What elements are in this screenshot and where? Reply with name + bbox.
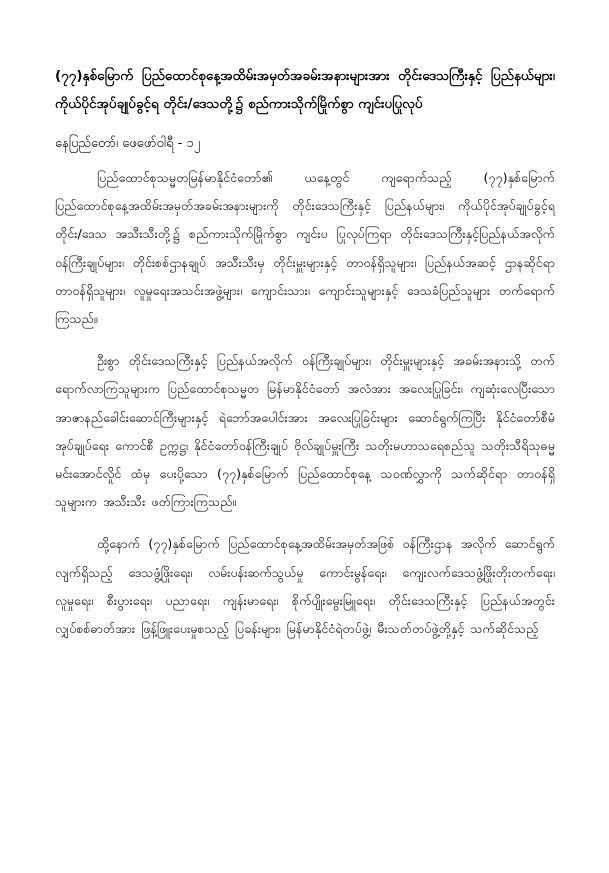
dateline: နေပြည်တော်၊ ဖေဖော်ဝါရီ - ၁၂ [55,136,201,151]
document-page [55,62,555,657]
paragraph-3: ထို့နောက် (၇၇)နှစ်မြောက် ပြည်ထောင်စုနေ့အထိမ်းအမှတ်အဖြစ် ဝန်ကြီးဌာန အလိုက် ဆောင်ရွက်လျက်ရှိသည့် ဒေသဖွံ့ဖြိုးရေး၊ လမ်းပန်းဆက်သွယ်မှု ကောင်းမွန်ရေး၊ ကျေးလက်ဒေသဖွံ့ဖြိုးတိုးတက်ရေး၊ လူမှုရေး၊ စီးပွားရေး၊ ပညာရေး၊ ကျန်းမာရေး၊ စိုက်ပျိုးမွေးမြူရေး၊ တိုင်းဒေသကြီးနှင့် ပြည်နယ်အတွင်း လျှပ်စစ်ဓာတ်အား ဖြန့်ဖြူးပေးမှုစသည့် ပြခန်းများ၊ မြန်မာနိုင်ငံရဲတပ်ဖွဲ့၊ မီးသတ်တပ်ဖွဲ့တို့နှင့် သက်ဆိုင်သည့် [55,536,555,637]
paragraph-2: ဦးစွာ တိုင်းဒေသကြီးနှင့် ပြည်နယ်အလိုက် ဝန်ကြီးချုပ်များ၊ တိုင်းမှူးများနှင့် အခမ်းအနားသို့ တက်ရောက်လာကြသူများက ပြည်ထောင်စုသမ္မတ မြန်မာနိုင်ငံတော် အလံအား အလေးပြုခြင်း၊ ကျဆုံးလေပြီးသော အာဇာနည်ခေါင်းဆောင်ကြီးများနှင့် ရဲဘော်အပေါင်းအား အလေးပြုခြင်းများ ဆောင်ရွက်ကြပြီး နိုင်ငံတော်စီမံအုပ်ချုပ်ရေး ကောင်စီ ဥက္ကဋ္ဌ၊ နိုင်ငံတော်ဝန်ကြီးချုပ် ဗိုလ်ချုပ်မှူးကြီး သတိုးမဟာသရေစည်သူ သတိုးသီရိသုဓမ္မ မင်းအောင်လှိုင် ထံမှ ပေးပို့သော (၇၇)နှစ်မြောက် ပြည်ထောင်စုနေ့ သဝဏ်လွှာကို သက်ဆိုင်ရာ တာဝန်ရှိသူများက အသီးသီး ဖတ်ကြားကြသည်။ [55,353,555,510]
article-title: (၇၇)နှစ်မြောက် ပြည်ထောင်စုနေ့အထိမ်းအမှတ်အခမ်းအနားများအား တိုင်းဒေသကြီးနှင့် ပြည်နယ်များ၊ ကိုယ်ပိုင်အုပ်ချုပ်ခွင့်ရ တိုင်း/ဒေသတို့၌ စည်ကားသိုက်မြိုက်စွာ ကျင်းပပြုလုပ် [55,68,555,112]
paragraph-1: ပြည်ထောင်စုသမ္မတမြန်မာနိုင်ငံတော်၏ ယနေ့တွင် ကျရောက်သည့် (၇၇)နှစ်မြောက် ပြည်ထောင်စုနေ့အထိမ်းအမှတ်အခမ်းအနားများကို တိုင်းဒေသကြီးနှင့် ပြည်နယ်များ၊ ကိုယ်ပိုင်အုပ်ချုပ်ခွင့်ရတိုင်း/ဒေသ အသီးသီးတို့၌ စည်ကားသိုက်မြိုက်စွာ ကျင်းပ ပြုလုပ်ကြရာ တိုင်းဒေသကြီးနှင့်ပြည်နယ်အလိုက် ဝန်ကြီးချုပ်များ၊ တိုင်းစစ်ဌာနချုပ် အသီးသီးမှ တိုင်းမှူးများနှင့် တာဝန်ရှိသူများ၊ ပြည်နယ်အဆင့် ဌာနဆိုင်ရာ တာဝန်ရှိသူများ၊ လူမှုရေးအသင်းအဖွဲ့များ၊ ကျောင်းသား၊ ကျောင်းသူများနှင့် ဒေသခံပြည်သူများ တက်ရောက်ကြသည်။ [55,170,555,327]
